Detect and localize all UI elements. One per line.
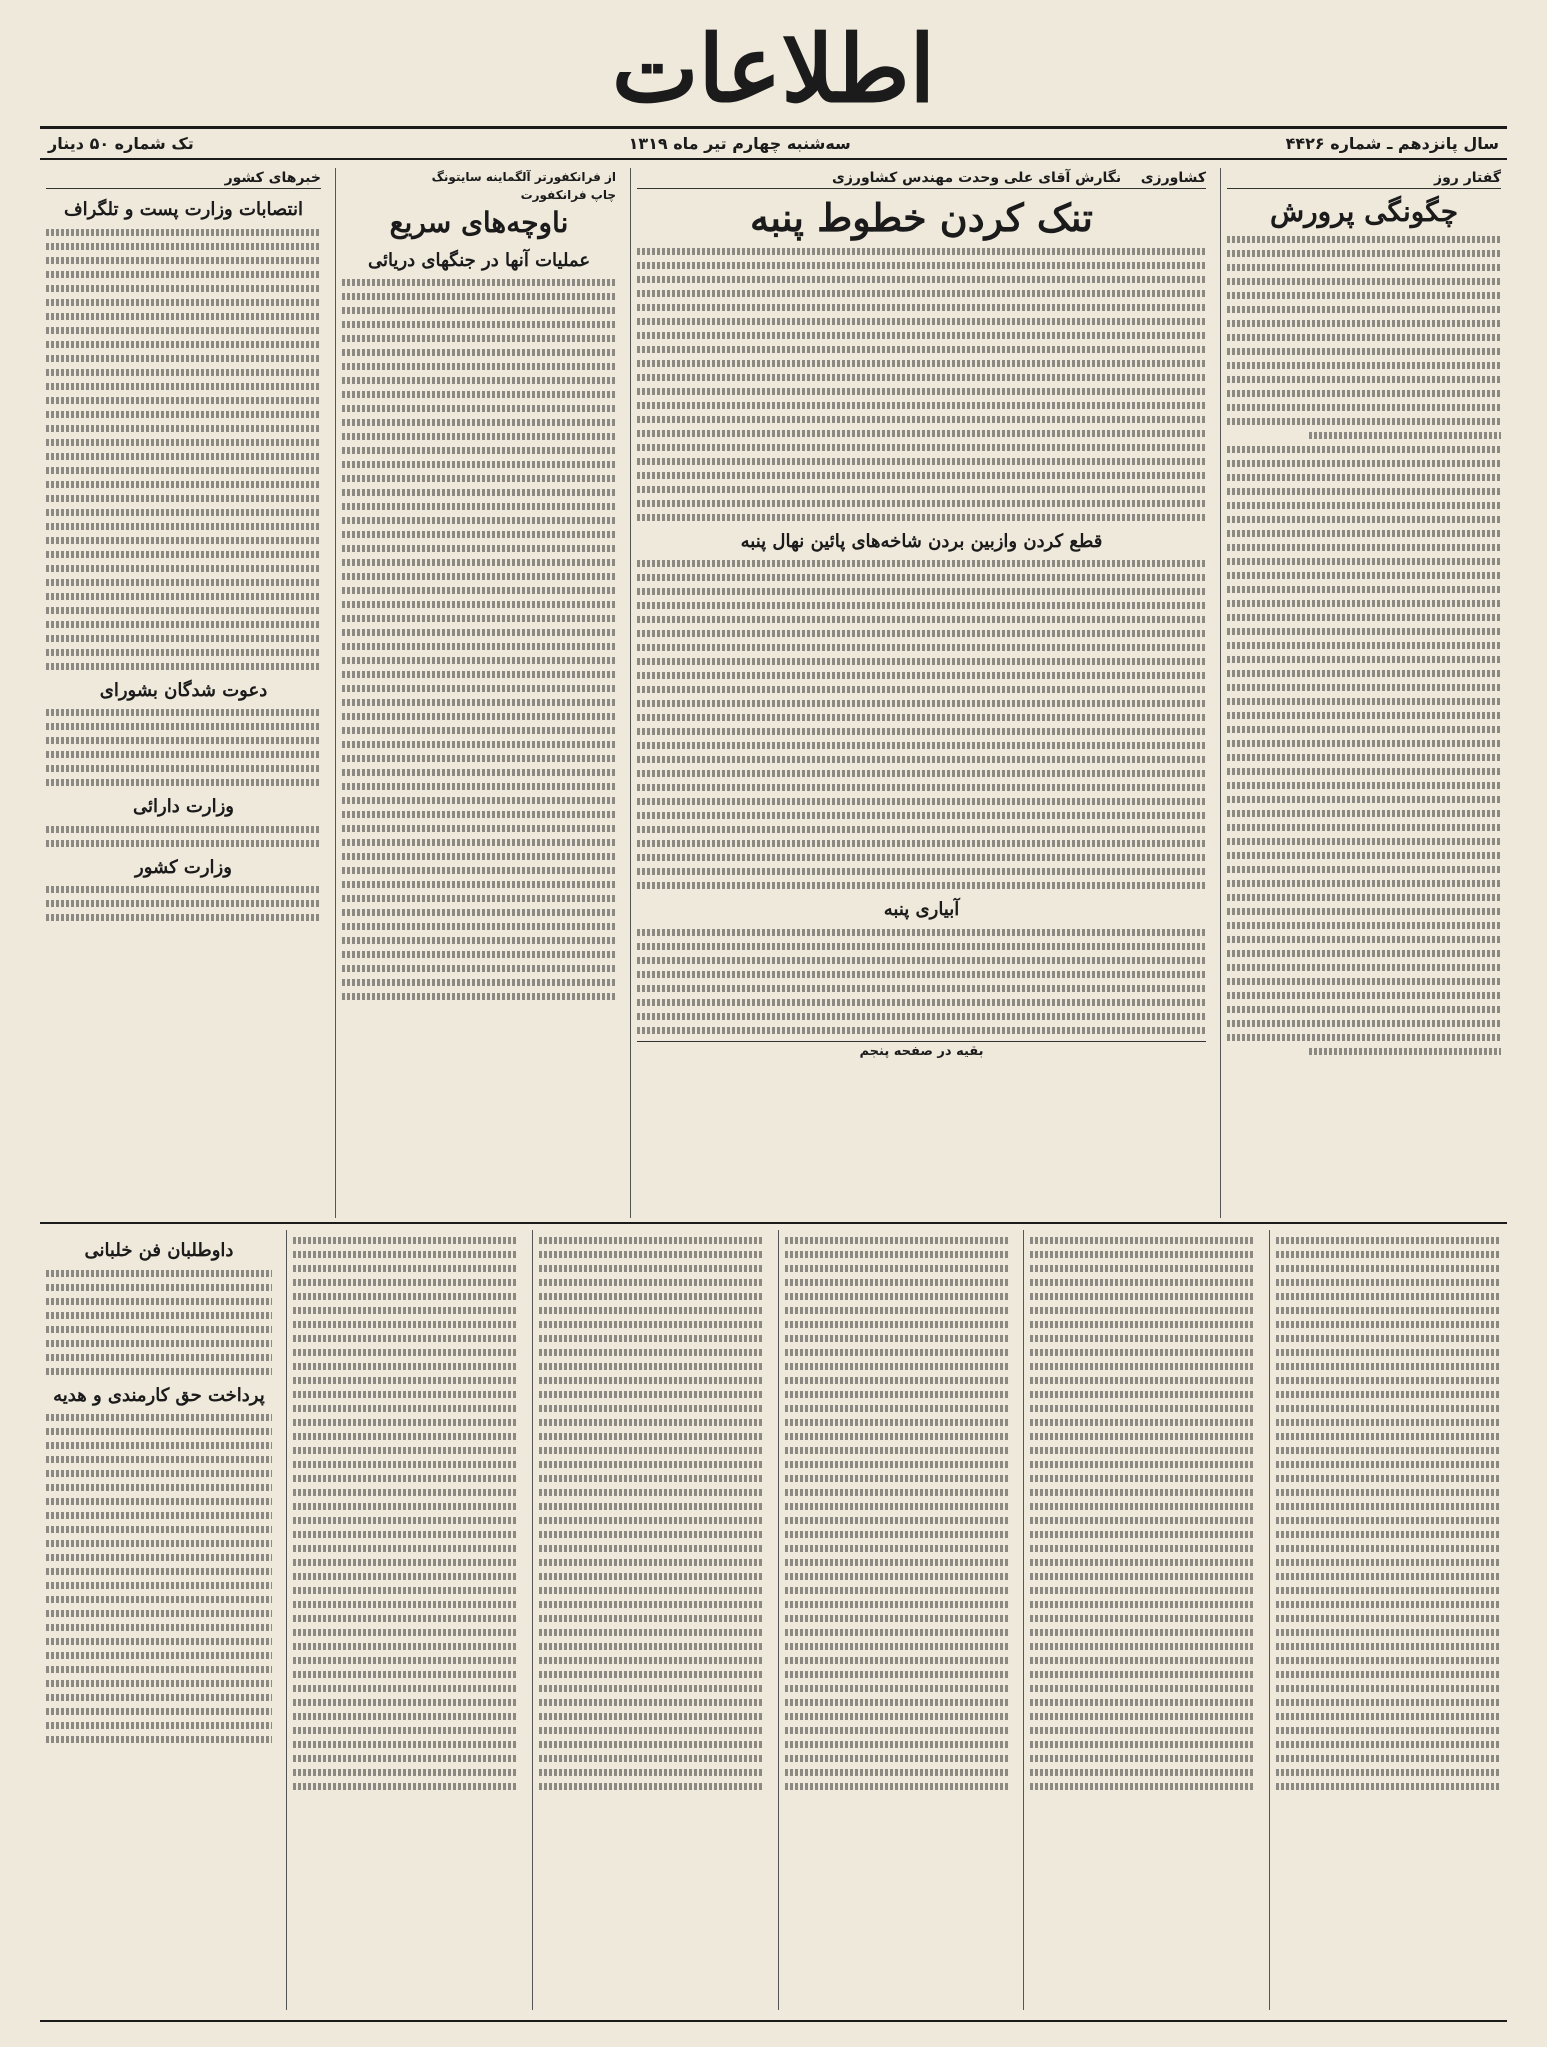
- bottom-col-4: [532, 1230, 770, 2010]
- bottom-section: [40, 1230, 1507, 2010]
- country-news-body-4: [46, 886, 321, 921]
- naval-source-2: چاپ فرانکفورت: [520, 188, 616, 202]
- agriculture-column: [630, 168, 1212, 1218]
- agriculture-subhead-pruning: قطع کردن وازبین بردن شاخه‌های پائین نهال پنبه: [740, 530, 1103, 552]
- pilots-payment-subhead: پرداخت حق کارمندی و هدیه: [53, 1384, 265, 1406]
- issue-price: تک شماره ۵۰ دینار: [48, 134, 194, 153]
- country-news-body-3: [46, 826, 321, 847]
- agriculture-headline: تنک کردن خطوط پنبه: [750, 195, 1093, 240]
- masthead: [40, 10, 1507, 128]
- editorial-column: [1220, 168, 1507, 1218]
- pilots-headline: داوطلبان فن خلبانی: [84, 1240, 234, 1261]
- country-news-subhead-finance: وزارت دارائی: [132, 796, 234, 817]
- issue-info-bar: [40, 126, 1507, 160]
- country-news-body-2: [46, 709, 321, 786]
- bottom-rule: [40, 2020, 1507, 2022]
- issue-date: سه‌شنبه چهارم تیر ماه ۱۳۱۹: [628, 134, 851, 153]
- bottom-col-1: [1269, 1230, 1507, 2010]
- editorial-section-label: گفتار روز: [1227, 168, 1501, 189]
- naval-body: [342, 279, 616, 1000]
- naval-subhead: عملیات آنها در جنگهای دریائی: [367, 249, 591, 271]
- country-news-subhead-interior: وزارت کشور: [135, 856, 232, 878]
- newspaper-title: اطلاعات: [611, 15, 936, 123]
- editorial-body: [1227, 236, 1501, 1055]
- agriculture-byline: نگارش آقای علی وحدت مهندس کشاورزی: [832, 170, 1122, 186]
- country-news-section-label: خبرهای کشور: [46, 168, 321, 189]
- country-news-headline: انتصابات وزارت پست و تلگراف: [63, 199, 303, 220]
- bottom-col-3: [778, 1230, 1016, 2010]
- agriculture-subhead-irrigation: آبیاری پنبه: [883, 899, 960, 921]
- agriculture-continued-note: بقیه در صفحه پنجم: [637, 1041, 1206, 1059]
- agriculture-body: [637, 248, 1206, 521]
- year-issue: سال پانزدهم ـ شماره ۴۴۲۶: [1285, 134, 1499, 153]
- bottom-col-6: [40, 1230, 278, 2010]
- country-news-column: [40, 168, 327, 1218]
- top-section: [40, 168, 1507, 1218]
- bottom-col-5: [286, 1230, 524, 2010]
- naval-headline: ناوچه‌های سریع: [389, 206, 569, 239]
- bottom-col-2: [1023, 1230, 1261, 2010]
- agriculture-body-2: [637, 560, 1206, 889]
- agriculture-section-label: [637, 168, 1206, 189]
- country-news-subhead-invited: دعوت شدگان بشورای: [99, 679, 268, 701]
- naval-source: از فرانکفورتر آلگماینه سایتونگ: [431, 170, 616, 184]
- naval-column: [335, 168, 622, 1218]
- editorial-headline: چگونگی پرورش: [1269, 195, 1459, 228]
- agriculture-body-3: [637, 929, 1206, 1034]
- country-news-body: [46, 229, 321, 670]
- agriculture-section-name: کشاورزی: [1140, 170, 1206, 186]
- section-divider: [40, 1222, 1507, 1224]
